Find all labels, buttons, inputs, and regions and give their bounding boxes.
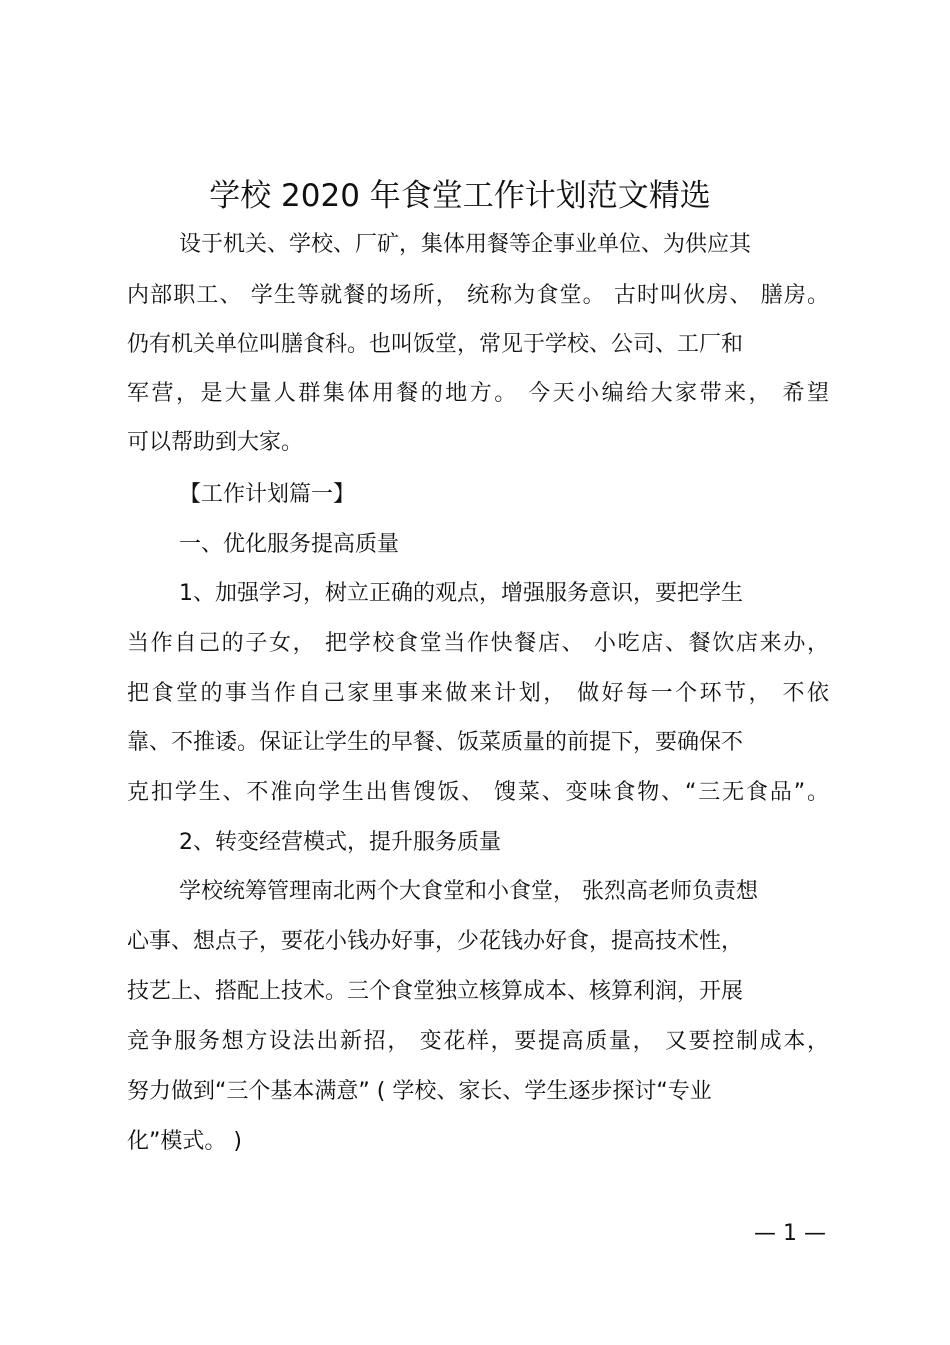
paragraph-line: 当作自己的子女， 把学校食堂当作快餐店、 小吃店、餐饮店来办， [127, 631, 829, 656]
section-heading: 【工作计划篇一】 [179, 482, 356, 507]
paragraph-line: 设于机关、学校、厂矿，集体用餐等企事业单位、为供应其 [179, 232, 752, 257]
paragraph-line: 化”模式。 ) [127, 1129, 242, 1154]
paragraph-line: 心事、想点子，要花小钱办好事，少花钱办好食，提高技术性， [127, 929, 744, 954]
paragraph-line: 仍有机关单位叫膳食科。也叫饭堂，常见于学校、公司、工厂和 [127, 332, 744, 357]
paragraph-line: 竞争服务想方设法出新招， 变花样，要提高质量， 又要控制成本， [127, 1029, 829, 1054]
paragraph-line: 学校统筹管理南北两个大食堂和小食堂， 张烈高老师负责想 [179, 879, 758, 904]
document-title: 学校 2020 年食堂工作计划范文精选 [209, 178, 711, 214]
section-heading: 2、转变经营模式，提升服务质量 [179, 830, 501, 855]
paragraph-line: 技艺上、搭配上技术。三个食堂独立核算成本、核算利润，开展 [127, 979, 744, 1004]
paragraph-line: 军营，是大量人群集体用餐的地方。 今天小编给大家带来， 希望 [127, 381, 829, 406]
paragraph-line: 1、加强学习，树立正确的观点，增强服务意识，要把学生 [179, 581, 743, 606]
page-number: — 1 — [754, 1221, 826, 1246]
paragraph-line: 努力做到“三个基本满意” ( 学校、家长、学生逐步探讨“专业 [127, 1079, 712, 1104]
section-heading: 一、优化服务提高质量 [179, 532, 400, 557]
paragraph-line: 可以帮助到大家。 [127, 430, 304, 455]
paragraph-line: 把食堂的事当作自己家里事来做来计划， 做好每一个环节， 不依 [127, 681, 829, 706]
paragraph-line: 靠、不推诿。保证让学生的早餐、饭菜质量的前提下，要确保不 [127, 730, 744, 755]
paragraph-line: 克扣学生、不准向学生出售馊饭、 馊菜、变味食物、“三无食品”。 [127, 780, 829, 805]
paragraph-line: 内部职工、 学生等就餐的场所， 统称为食堂。 古时叫伙房、 膳房。 [127, 283, 829, 308]
